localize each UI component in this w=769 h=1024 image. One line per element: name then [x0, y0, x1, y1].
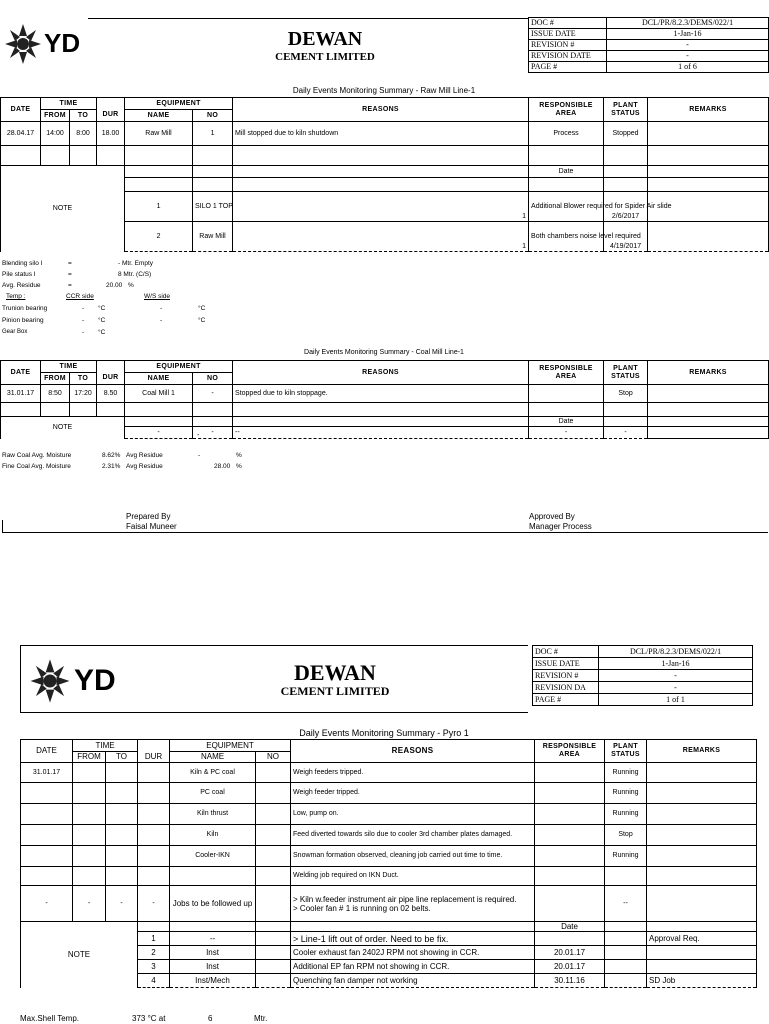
- cell-status: Running: [605, 763, 647, 783]
- gearbox-ccr: -: [82, 329, 85, 336]
- blending-label: Blending silo I: [2, 260, 43, 267]
- meta-value: -: [599, 682, 753, 694]
- company-name: DEWAN: [294, 660, 376, 685]
- cell-reason: Low, pump on.: [291, 804, 535, 825]
- shell-temp-value: 373 °C at: [132, 1014, 166, 1023]
- cell-status: Stop: [604, 385, 648, 403]
- pinion-label: Pinion bearing: [2, 317, 44, 324]
- cell-status: Stopped: [604, 122, 648, 146]
- note-date-header: Date: [535, 922, 605, 932]
- raw-coal-label: Raw Coal Avg. Moisture: [2, 452, 72, 459]
- unit-label: °C: [98, 305, 106, 312]
- note-date: 4/19/2017: [604, 222, 648, 252]
- unit-label: °C: [98, 329, 106, 336]
- header-remarks: REMARKS: [648, 98, 769, 122]
- meta-value: 1 of 6: [607, 62, 769, 73]
- note-remarks: [647, 960, 757, 974]
- note-date: [535, 932, 605, 946]
- header-dur: DUR: [97, 373, 125, 385]
- trunion-label: Trunion bearing: [2, 305, 48, 312]
- table-row: [21, 763, 757, 783]
- note-remarks: [647, 946, 757, 960]
- note-label: NOTE: [1, 166, 125, 252]
- cell-reason: Stopped due to kiln stoppage.: [233, 385, 529, 403]
- unit-label: °C: [198, 317, 206, 324]
- gearbox-label: Gear Box: [2, 329, 28, 335]
- header-responsible: RESPONSIBLE AREA: [535, 740, 605, 763]
- cell-reason: Mill stopped due to kiln shutdown: [233, 122, 529, 146]
- note-date: 20.01.17: [535, 946, 605, 960]
- note-date-header: Date: [529, 417, 604, 427]
- shell-temp-position: 6: [208, 1014, 213, 1023]
- cell-status: Running: [605, 783, 647, 804]
- meta-value: DCL/PR/8.2.3/DEMS/022/1: [607, 18, 769, 29]
- header-from: FROM: [73, 752, 106, 763]
- cell-date: -: [21, 886, 73, 922]
- meta-label: PAGE #: [529, 62, 607, 73]
- fine-coal-label: Fine Coal Avg. Moisture: [2, 463, 71, 470]
- trunion-ws: -: [160, 305, 163, 312]
- cell-date: 31.01.17: [1, 385, 41, 403]
- unit-label: °C: [98, 317, 106, 324]
- header-dur-top: [138, 740, 170, 752]
- header-time: TIME: [73, 740, 138, 752]
- residue-unit: %: [128, 282, 134, 289]
- header-equipment: EQUIPMENT: [125, 98, 233, 110]
- followup-row: [21, 886, 757, 922]
- cell-name: Raw Mill: [125, 122, 193, 146]
- cell-remarks: [648, 385, 769, 403]
- equals-sign: =: [68, 260, 72, 267]
- rawmill-title: Daily Events Monitoring Summary - Raw Mill Line-1: [292, 86, 476, 95]
- cell-from: -: [73, 886, 106, 922]
- approved-name: Manager Process: [529, 522, 592, 531]
- table-row: [1, 385, 769, 403]
- cell-area: [529, 385, 604, 403]
- cell-no: -: [193, 385, 233, 403]
- meta-label: ISSUE DATE: [529, 29, 607, 40]
- coalmill-title: Daily Events Monitoring Summary - Coal Mill Line-1: [304, 349, 464, 356]
- prepared-name: Faisal Muneer: [126, 522, 177, 531]
- note-name: Inst/Mech: [170, 974, 256, 988]
- note-no: 1: [138, 932, 170, 946]
- rawmill-table: [0, 97, 769, 252]
- residue-value: 20.00: [106, 282, 123, 289]
- header-date: DATE: [1, 98, 41, 122]
- fine-coal-value: 2.31%: [102, 463, 121, 470]
- fine-residue-value: 28.00: [214, 463, 231, 470]
- header-reasons: REASONS: [233, 361, 529, 385]
- note-row: [21, 922, 757, 932]
- pile-label: Pile status I: [2, 271, 36, 278]
- note-reason: Quenching fan damper not working: [291, 974, 535, 988]
- meta-label: REVISION #: [529, 40, 607, 51]
- meta-label: DOC #: [529, 18, 607, 29]
- cell-dur: -: [138, 886, 170, 922]
- header-to: TO: [70, 110, 97, 122]
- note-name: Inst: [170, 946, 256, 960]
- residue-label: Avg. Residue: [2, 282, 41, 289]
- note-name: SILO 1 TOP: [193, 192, 233, 222]
- header-no: NO: [256, 752, 291, 763]
- doc-meta-table: [532, 645, 753, 706]
- shell-temp-label: Max.Shell Temp.: [20, 1014, 79, 1023]
- header-date: DATE: [1, 361, 41, 385]
- cell-name: Coal Mill 1: [125, 385, 193, 403]
- fine-residue-unit: %: [236, 463, 242, 470]
- coalmill-table: [0, 360, 769, 439]
- cell-date: 31.01.17: [21, 763, 73, 783]
- cell-from: 8:50: [41, 385, 70, 403]
- cell-no: 1: [193, 122, 233, 146]
- note-no: 1: [125, 192, 193, 222]
- note-name: Raw Mill: [193, 222, 233, 252]
- cell-reason: Weigh feeders tripped.: [291, 763, 535, 783]
- meta-value: -: [599, 670, 753, 682]
- meta-value: 1 of 1: [599, 694, 753, 706]
- meta-value: -: [607, 51, 769, 62]
- rawmill-params: [2, 260, 302, 342]
- raw-coal-value: 8.62%: [102, 452, 121, 459]
- note-date-header: Date: [529, 166, 604, 178]
- table-row: [1, 146, 769, 166]
- shell-temp-row: [20, 1014, 420, 1024]
- note-reason: --: [233, 427, 529, 439]
- note-reason: Both chambers noise level required: [529, 222, 604, 252]
- logo-text: YD: [44, 28, 81, 58]
- note-name: --: [170, 932, 256, 946]
- meta-value: DCL/PR/8.2.3/DEMS/022/1: [599, 646, 753, 658]
- note-label: NOTE: [1, 417, 125, 439]
- table-row: [1, 403, 769, 417]
- note-no: 2: [125, 222, 193, 252]
- header-reasons: REASONS: [291, 740, 535, 763]
- note-date: -: [529, 427, 604, 439]
- header-date: DATE: [21, 740, 73, 763]
- header-from: FROM: [41, 373, 70, 385]
- header-time: TIME: [41, 98, 97, 110]
- meta-label: DOC #: [533, 646, 599, 658]
- header-no: NO: [193, 373, 233, 385]
- header-dur: DUR: [97, 110, 125, 122]
- doc-meta-table: [528, 17, 769, 73]
- table-row: [21, 825, 757, 846]
- table-row: [1, 122, 769, 146]
- header-time: TIME: [41, 361, 97, 373]
- equals-sign: =: [68, 271, 72, 278]
- cell-to: 8:00: [70, 122, 97, 146]
- company-name: DEWAN: [287, 28, 363, 50]
- header-plant-status: PLANT STATUS: [605, 740, 647, 763]
- header-to: TO: [106, 752, 138, 763]
- header-to: TO: [70, 373, 97, 385]
- note-no: 3: [138, 960, 170, 974]
- cell-date: 28.04.17: [1, 122, 41, 146]
- company-logo-icon: [28, 655, 72, 707]
- followup-reason-2: > Cooler fan # 1 is running on 02 belts.: [293, 903, 431, 913]
- meta-label: REVISION DATE: [529, 51, 607, 62]
- cell-to: 17:20: [70, 385, 97, 403]
- cell-name: Kiln & PC coal: [170, 763, 256, 783]
- cell-to: -: [106, 886, 138, 922]
- header-equipment: EQUIPMENT: [170, 740, 291, 752]
- meta-label: ISSUE DATE: [533, 658, 599, 670]
- note-date: 2/6/2017: [604, 192, 648, 222]
- ccr-side-label: CCR side: [66, 293, 94, 300]
- table-row: [21, 867, 757, 886]
- note-date: 30.11.16: [535, 974, 605, 988]
- note-reason: Additional Blower required for Spider Air slide: [529, 192, 604, 222]
- raw-residue-value: -: [198, 452, 201, 459]
- trunion-ccr: -: [82, 305, 85, 312]
- meta-label: REVISION DA: [533, 682, 599, 694]
- cell-status: Running: [605, 846, 647, 867]
- note-index: 1: [233, 222, 529, 252]
- header-dur: DUR: [138, 752, 170, 763]
- cell-reason: Welding job required on IKN Duct.: [291, 867, 535, 886]
- cell-name: Cooler-IKN: [170, 846, 256, 867]
- blending-value: - Mtr. Empty: [118, 260, 154, 267]
- cell-status: Running: [605, 804, 647, 825]
- meta-value: 1-Jan-16: [607, 29, 769, 40]
- meta-value: 1-Jan-16: [599, 658, 753, 670]
- header-reasons: REASONS: [233, 98, 529, 122]
- cell-status: --: [605, 886, 647, 922]
- header-remarks: REMARKS: [648, 361, 769, 385]
- note-row: [1, 166, 769, 178]
- shell-temp-unit: Mtr.: [254, 1014, 268, 1023]
- note-status: -: [604, 427, 648, 439]
- meta-value: -: [607, 40, 769, 51]
- note-row: [1, 417, 769, 427]
- cell-area: Process: [529, 122, 604, 146]
- note-remarks: Approval Req.: [647, 932, 757, 946]
- cell-reason: Weigh feeder tripped.: [291, 783, 535, 804]
- cell-from: 14:00: [41, 122, 70, 146]
- header-plant-status: PLANT STATUS: [604, 98, 648, 122]
- header-dur-top: [97, 98, 125, 110]
- note-reason: Additional EP fan RPM not showing in CCR.: [291, 960, 535, 974]
- header-no: NO: [193, 110, 233, 122]
- followup-reason-1: > Kiln w.feeder instrument air pipe line replacement is required.: [293, 894, 517, 904]
- cell-status: Stop: [605, 825, 647, 846]
- header-name: NAME: [125, 373, 193, 385]
- note-name: -: [125, 427, 193, 439]
- logo-text: YD: [74, 664, 116, 697]
- cell-name: Jobs to be followed up: [170, 886, 256, 922]
- note-remarks: SD Job: [647, 974, 757, 988]
- unit-label: °C: [198, 305, 206, 312]
- header-plant-status: PLANT STATUS: [604, 361, 648, 385]
- temp-label: Temp :: [6, 293, 26, 300]
- equals-sign: =: [68, 282, 72, 289]
- cell-dur: 18.00: [97, 122, 125, 146]
- header-responsible: RESPONSIBLE AREA: [529, 361, 604, 385]
- coal-params: [2, 452, 302, 474]
- company-subtitle: CEMENT LIMITED: [275, 51, 375, 63]
- cell-dur: 8.50: [97, 385, 125, 403]
- note-name: Inst: [170, 960, 256, 974]
- header-name: NAME: [125, 110, 193, 122]
- ws-side-label: W/S side: [144, 293, 171, 300]
- header-dur-top: [97, 361, 125, 373]
- note-index: 1: [233, 192, 529, 222]
- pinion-ws: -: [160, 317, 163, 324]
- note-label: NOTE: [21, 922, 138, 988]
- pinion-ccr: -: [82, 317, 85, 324]
- pyro-title: Daily Events Monitoring Summary - Pyro 1: [299, 728, 469, 738]
- header-equipment: EQUIPMENT: [125, 361, 233, 373]
- note-extra: -: [197, 432, 200, 439]
- raw-residue-unit: %: [236, 452, 242, 459]
- pyro-table: [20, 739, 757, 988]
- fine-residue-label: Avg Residue: [126, 463, 163, 470]
- meta-label: PAGE #: [533, 694, 599, 706]
- cell-reason: Feed diverted towards silo due to cooler 3rd chamber plates damaged.: [291, 825, 535, 846]
- pile-value: 8 Mtr. (C/S): [118, 271, 152, 278]
- cell-name: Kiln: [170, 825, 256, 846]
- cell-name: PC coal: [170, 783, 256, 804]
- prepared-label: Prepared By: [126, 512, 171, 521]
- company-subtitle: CEMENT LIMITED: [280, 684, 390, 698]
- company-logo-icon: [3, 20, 43, 68]
- meta-label: REVISION #: [533, 670, 599, 682]
- cell-reason: Snowman formation observed, cleaning job carried out time to time.: [291, 846, 535, 867]
- note-date: 20.01.17: [535, 960, 605, 974]
- note-reason: > Line-1 lift out of order. Need to be fix.: [291, 932, 535, 946]
- note-no: 4: [138, 974, 170, 988]
- header-from: FROM: [41, 110, 70, 122]
- approved-label: Approved By: [529, 512, 575, 521]
- header-name: NAME: [170, 752, 256, 763]
- note-reason: Cooler exhaust fan 2402J RPM not showing in CCR.: [291, 946, 535, 960]
- cell-name: Kiln thrust: [170, 804, 256, 825]
- cell-remarks: [648, 122, 769, 146]
- note-no: 2: [138, 946, 170, 960]
- table-row: [21, 846, 757, 867]
- raw-residue-label: Avg Residue: [126, 452, 163, 459]
- header-remarks: REMARKS: [647, 740, 757, 763]
- note-no: -: [193, 427, 233, 439]
- header-responsible: RESPONSIBLE AREA: [529, 98, 604, 122]
- table-row: [21, 804, 757, 825]
- table-row: [21, 783, 757, 804]
